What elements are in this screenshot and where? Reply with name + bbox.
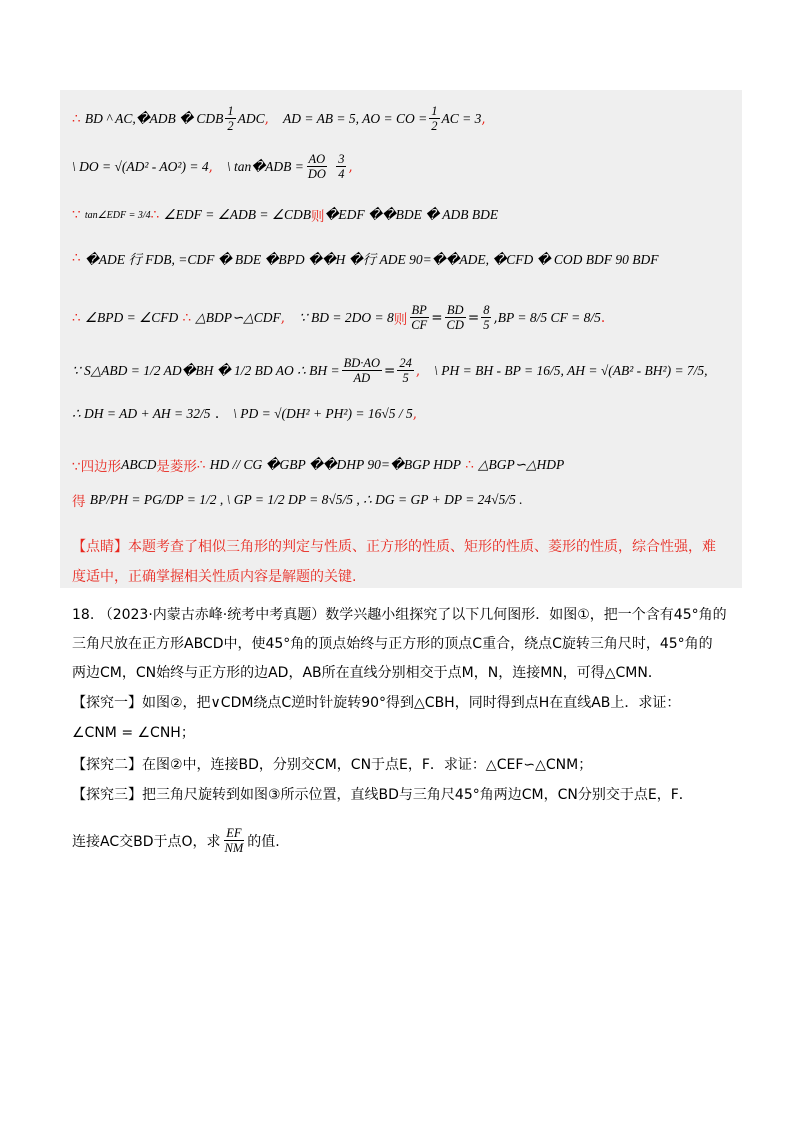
fraction: $\frac{BD}{CD}$: [446, 303, 464, 332]
solution-text: AD = AB = 5, AO = CO =: [282, 110, 428, 126]
solution-text: \ PD = √(DH² + PH²) = 16√5 / 5: [233, 406, 413, 421]
solution-line-9: [72, 490, 523, 510]
solution-line-8: ∵四边形 ABCD 是菱形 ∴ HD // CG �GBP ��DHP 90=�BGP HDP ∴ △BGP∽△HDP: [72, 457, 565, 475]
solution-text: ∵ S△ABD = 1/2 AD�BH � 1/2 BD AO ∴ BH =: [72, 362, 340, 378]
solution-text: ABCD: [121, 457, 157, 472]
solution-text: 是菱形: [156, 459, 197, 475]
solution-text: 则: [311, 209, 325, 225]
solution-text: ∴ DH = AD + AH = 32/5: [72, 406, 211, 421]
solution-text: △BDP∽△CDF: [195, 309, 281, 325]
problem-line-5: ∠CNM = ∠CNH；: [72, 725, 195, 741]
fraction: $\frac{24}{5}$: [399, 356, 412, 385]
fraction: $\frac{3}{4}$: [338, 152, 345, 181]
therefore-symbol: ∴: [72, 110, 81, 127]
solution-text: ADC: [237, 110, 265, 126]
problem-line-1: 18. （2023·内蒙古赤峰·统考中考真题）数学兴趣小组探究了以下几何图形．如图①，把一个含有45°角的: [72, 607, 727, 623]
solution-text: \ DO = √(AD² - AO²) = 4: [72, 158, 209, 174]
problem-line-7: 【探究三】把三角尺旋转到如图③所示位置，直线BD与三角尺45°角两边CM，CN分别交于点E，F．: [72, 787, 693, 803]
solution-line-3: ∵ tan∠EDF = 3/4 ∴ ∠EDF = ∠ADB = ∠CDB 则 �EDF ��BDE � ADB BDE: [72, 207, 499, 225]
problem-line-6: 【探究二】在图②中，连接BD，分别交CM，CN于点E，F．求证：△CEF∽△CNM；: [72, 757, 593, 773]
solution-line-4: ∴ �ADE 行 FDB, =CDF � BDE �BPD ��H �行 ADE 90=��ADE, �CFD � COD BDF 90 BDF: [72, 250, 659, 267]
problem-line-3: 两边CM，CN始终与正方形的边AD，AB所在直线分别相交于点M，N，连接MN，可得△CMN．: [72, 665, 662, 681]
fraction: $\frac{1}{2}$: [431, 104, 438, 133]
solution-text: �EDF ��BDE � ADB BDE: [324, 207, 499, 222]
comment-line-1: 【点睛】本题考查了相似三角形的判定与性质、正方形的性质、矩形的性质、菱形的性质，综合性强，难: [72, 539, 716, 555]
solution-text: AC = 3: [441, 110, 482, 126]
solution-text: \ PH = BH - BP = 16/5, AH = √(AB² - BH²) = 7/5,: [434, 362, 708, 378]
fraction: $\frac{BD\cdot AO}{AD}$: [343, 356, 381, 385]
problem-line-4: 【探究一】如图②，把∨CDM绕点C逆时针旋转90°得到△CBH，同时得到点H在直线AB上．求证：: [72, 695, 681, 711]
solution-line-5: ∴ ∠BPD = ∠CFD ∴ △BDP∽△CDF , ∵ BD = 2DO = 8 则 $\frac{BP}{CF}$ = $\frac{BD}{CD}$ = $\frac{8}{5}$ , BP = 8/5 CF = 8/5 .: [72, 303, 606, 332]
problem-text: 的值.: [247, 833, 280, 850]
solution-text: �ADE 行 FDB, =CDF � BDE �BPD ��H �行 ADE 90=��ADE, �CFD � COD BDF 90 BDF: [84, 252, 659, 267]
solution-line-1: ∴ BD ^ AC,�ADB � CDB $\frac{1}{2}$ ADC , AD = AB = 5, AO = CO = $\frac{1}{2}$ AC = 3 ,: [72, 104, 486, 133]
fraction: $\frac{EF}{NM}$: [224, 826, 244, 855]
solution-text: BD ^ AC,�ADB � CDB: [84, 110, 224, 126]
solution-line-2: \ DO = √(AD² - AO²) = 4 , \ tan�ADB = $\frac{AO}{DO}$ $\frac{3}{4}$ ,: [72, 152, 353, 181]
fraction: $\frac{8}{5}$: [483, 303, 490, 332]
solution-line-6: ∵ S△ABD = 1/2 AD�BH � 1/2 BD AO ∴ BH = $\frac{BD\cdot AO}{AD}$ = $\frac{24}{5}$ , \ PH = BH - BP = 16/5, AH = √(AB² - BH²) = 7/5,: [72, 356, 708, 385]
solution-text: ∠EDF = ∠ADB = ∠CDB: [163, 207, 312, 222]
solution-text: ∵四边形: [72, 459, 122, 475]
problem-text: 连接AC交BD于点O，求: [72, 833, 221, 850]
fraction: $\frac{1}{2}$: [227, 104, 234, 133]
solution-text: ∵ BD = 2DO = 8: [299, 309, 394, 325]
solution-text: tan∠EDF = 3/4: [84, 209, 151, 221]
solution-text: BP = 8/5 CF = 8/5: [497, 309, 601, 325]
solution-text: BP/PH = PG/DP = 1/2 , \ GP = 1/2 DP = 8√5/5 , ∴ DG = GP + DP = 24√5/5 .: [89, 492, 523, 507]
comment-line-2: 度适中，正确掌握相关性质内容是解题的关键.: [72, 569, 357, 585]
solution-text: HD // CG �GBP ��DHP 90=�BGP HDP: [209, 457, 461, 472]
solution-text: 则: [393, 311, 408, 328]
fraction: $\frac{AO}{DO}$: [307, 152, 326, 181]
problem-line-8: [72, 826, 280, 855]
fraction: $\frac{BP}{CF}$: [411, 303, 428, 332]
problem-line-2: 三角尺放在正方形ABCD中，使45°角的顶点始终与正方形的顶点C重合，绕点C旋转三角尺时，45°角的: [72, 636, 713, 652]
solution-text: △BGP∽△HDP: [478, 457, 565, 472]
solution-line-7: ∴ DH = AD + AH = 32/5 . \ PD = √(DH² + PH²) = 16√5 / 5 ,: [72, 406, 418, 422]
solution-text: 得: [72, 494, 86, 510]
solution-text: ∠BPD = ∠CFD: [84, 309, 179, 325]
solution-text: \ tan�ADB =: [226, 158, 304, 174]
